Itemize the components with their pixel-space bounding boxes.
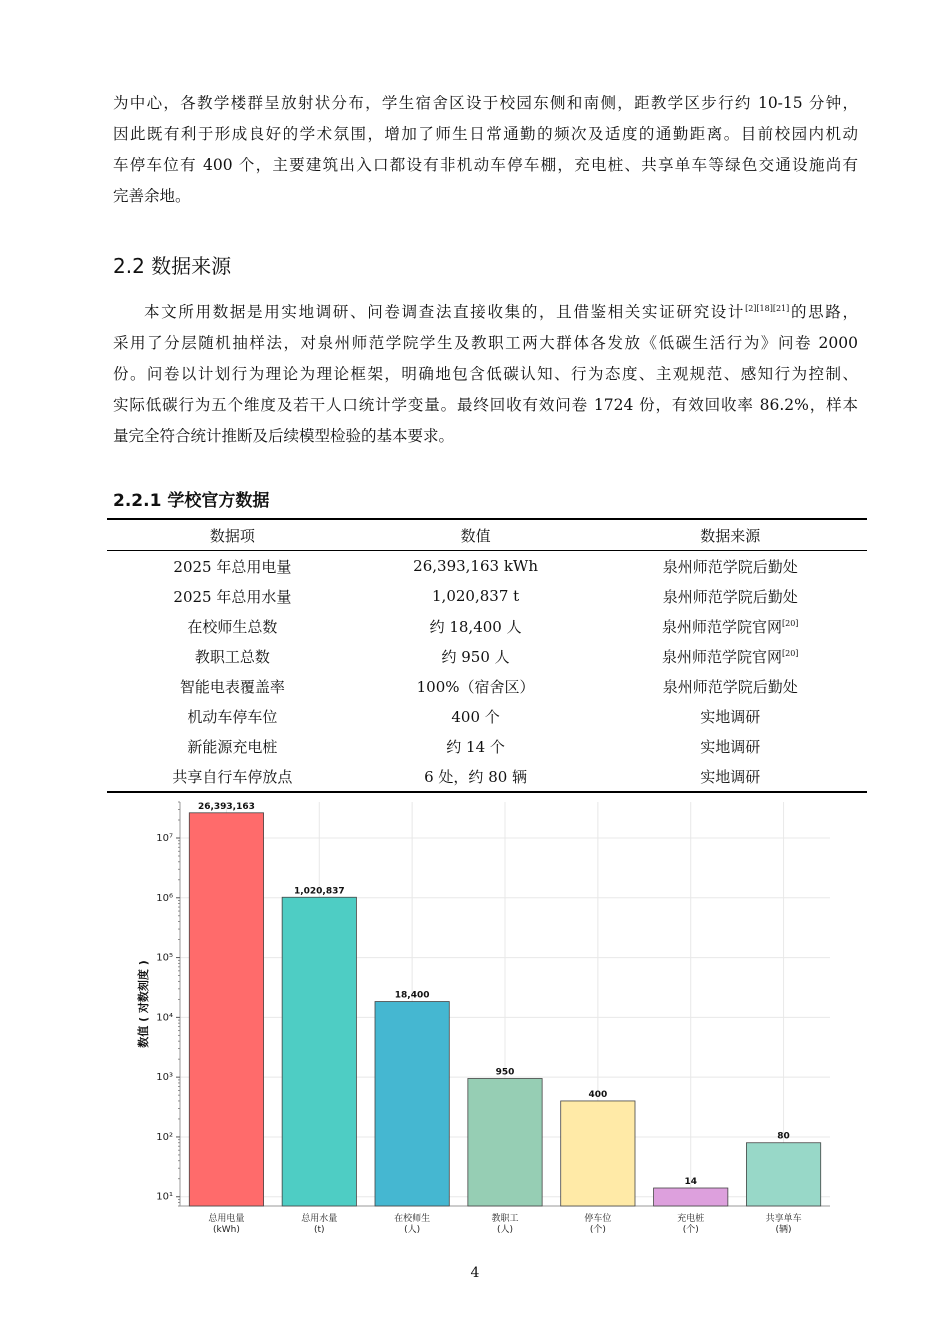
cell-item-text: 共享自行车停放点 bbox=[172, 767, 293, 786]
cell-item bbox=[107, 581, 358, 611]
cell-value-text: 6 处，约 80 辆 bbox=[424, 767, 528, 786]
cell-item bbox=[107, 551, 358, 582]
x-tick-label: 停车位 bbox=[584, 1214, 612, 1224]
page-number: 4 bbox=[470, 1265, 480, 1281]
cell-item-text: 教职工总数 bbox=[194, 647, 270, 666]
cell-item bbox=[107, 761, 358, 792]
table-row bbox=[107, 581, 867, 611]
section-heading: 2.2 数据来源 bbox=[113, 254, 232, 278]
cell-source-text: 泉州师范学院官网 bbox=[661, 647, 782, 666]
cell-value-text: 100%（宿舍区） bbox=[416, 677, 535, 696]
bar-value-label: 80 bbox=[777, 1131, 790, 1142]
table-header-row bbox=[107, 519, 867, 551]
x-tick-unit-label: (t) bbox=[314, 1225, 325, 1235]
cell-value-text: 约 14 个 bbox=[446, 737, 505, 756]
cell-source bbox=[593, 731, 867, 761]
header-source: 数据来源 bbox=[700, 526, 761, 545]
source-line-text: 本文所用数据是用实地调研、问卷调查法直接收集的，且借鉴相关实证研究设计 bbox=[144, 303, 746, 321]
y-tick-label: 10⁴ bbox=[156, 1012, 173, 1024]
x-tick-unit-label: (个) bbox=[682, 1225, 699, 1235]
bar bbox=[654, 1188, 728, 1206]
source-line: 份。问卷以计划行为理论为理论框架，明确地包含低碳认知、行为态度、主观规范、感知行为控制、 bbox=[113, 365, 858, 383]
cell-value bbox=[358, 701, 594, 731]
cell-source-text: 实地调研 bbox=[700, 737, 761, 756]
y-tick-label: 10² bbox=[156, 1131, 173, 1143]
cell-value-text: 约 18,400 人 bbox=[429, 617, 522, 636]
intro-line: 完善余地。 bbox=[113, 187, 191, 205]
cell-item bbox=[107, 731, 358, 761]
bar-value-label: 1,020,837 bbox=[293, 886, 345, 897]
x-tick-unit-label: (人) bbox=[496, 1225, 514, 1235]
table-row bbox=[107, 641, 867, 671]
cell-value bbox=[358, 641, 594, 671]
table-row bbox=[107, 671, 867, 701]
y-tick-label: 10⁶ bbox=[156, 892, 173, 904]
bar-value-label: 950 bbox=[495, 1067, 515, 1078]
x-tick-label: 教职工 bbox=[491, 1214, 519, 1224]
table-row bbox=[107, 551, 867, 582]
cell-source-text: 泉州师范学院官网 bbox=[661, 617, 782, 636]
cell-item bbox=[107, 671, 358, 701]
table-row bbox=[107, 731, 867, 761]
cell-value bbox=[358, 611, 594, 641]
source-line-1 bbox=[113, 297, 858, 328]
bar bbox=[189, 813, 263, 1206]
bar bbox=[282, 897, 356, 1206]
citation: [2][18][21] bbox=[745, 303, 790, 313]
x-tick-label: 充电桩 bbox=[677, 1214, 705, 1224]
intro-line: 因此既有利于形成良好的学术氛围，增加了师生日常通勤的频次及适度的通勤距离。目前校园内机动 bbox=[113, 125, 858, 143]
cell-value-text: 400 个 bbox=[451, 707, 500, 726]
cell-source bbox=[593, 581, 867, 611]
source-line: 采用了分层随机抽样法，对泉州师范学院学生及教职工两大群体各发放《低碳生活行为》问卷 2000 bbox=[113, 334, 858, 352]
y-tick-label: 10⁵ bbox=[156, 952, 173, 964]
x-tick-label: 总用电量 bbox=[208, 1214, 245, 1224]
cell-item bbox=[107, 611, 358, 641]
cell-value-text: 26,393,163 kWh bbox=[413, 557, 538, 575]
citation: [20] bbox=[781, 648, 799, 658]
source-line: 量完全符合统计推断及后续模型检验的基本要求。 bbox=[113, 427, 455, 445]
cell-item-text: 机动车停车位 bbox=[187, 707, 278, 726]
cell-source bbox=[593, 641, 867, 671]
cell-value-text: 1,020,837 t bbox=[432, 587, 520, 605]
y-tick-label: 10³ bbox=[156, 1072, 173, 1084]
bar bbox=[468, 1078, 542, 1206]
source-line: 实际低碳行为五个维度及若干人口统计学变量。最终回收有效问卷 1724 份，有效回收率 86.2%，样本 bbox=[113, 396, 858, 414]
bar-value-label: 14 bbox=[684, 1177, 697, 1188]
table-row bbox=[107, 761, 867, 792]
y-axis-label: 数值 ( 对数刻度 ) bbox=[137, 960, 150, 1048]
cell-source-text: 泉州师范学院后勤处 bbox=[662, 587, 798, 606]
intro-line: 车停车位有 400 个，主要建筑出入口都设有非机动车停车棚，充电桩、共享单车等绿色交通设施尚有 bbox=[113, 156, 858, 174]
bar-value-label: 400 bbox=[588, 1089, 608, 1100]
x-tick-unit-label: (人) bbox=[404, 1225, 421, 1235]
cell-source bbox=[593, 761, 867, 792]
table-row bbox=[107, 701, 867, 731]
cell-source bbox=[593, 551, 867, 582]
bar bbox=[746, 1143, 820, 1206]
subsection-heading: 2.2.1 学校官方数据 bbox=[113, 491, 270, 511]
cell-source-text: 实地调研 bbox=[700, 767, 761, 786]
cell-item-text: 在校师生总数 bbox=[187, 617, 278, 636]
cell-value bbox=[358, 671, 594, 701]
cell-value bbox=[358, 761, 594, 792]
header-item: 数据项 bbox=[209, 526, 255, 545]
header-value: 数值 bbox=[460, 526, 491, 545]
x-tick-unit-label: (个) bbox=[589, 1225, 606, 1235]
cell-value bbox=[358, 581, 594, 611]
bar-chart bbox=[107, 796, 837, 1246]
cell-source bbox=[593, 701, 867, 731]
x-tick-label: 在校师生 bbox=[394, 1214, 431, 1224]
x-tick-unit-label: (kWh) bbox=[213, 1225, 240, 1235]
source-paragraph bbox=[113, 297, 858, 452]
x-tick-label: 共享单车 bbox=[765, 1214, 802, 1224]
cell-value-text: 约 950 人 bbox=[441, 647, 510, 666]
cell-item-text: 智能电表覆盖率 bbox=[179, 677, 285, 696]
bar-value-label: 26,393,163 bbox=[197, 801, 255, 812]
cell-source-text: 实地调研 bbox=[700, 707, 761, 726]
cell-source bbox=[593, 611, 867, 641]
cell-value bbox=[358, 731, 594, 761]
intro-paragraph bbox=[113, 88, 858, 212]
table-row bbox=[107, 611, 867, 641]
cell-source-text: 泉州师范学院后勤处 bbox=[662, 557, 798, 576]
cell-item-text: 2025 年总用电量 bbox=[173, 557, 292, 576]
bar bbox=[375, 1002, 449, 1206]
cell-source bbox=[593, 671, 867, 701]
y-tick-label: 10¹ bbox=[156, 1191, 173, 1203]
cell-item-text: 新能源充电桩 bbox=[187, 737, 278, 756]
y-tick-label: 10⁷ bbox=[156, 832, 173, 844]
cell-item-text: 2025 年总用水量 bbox=[173, 587, 292, 606]
official-data-table bbox=[107, 518, 867, 793]
cell-item bbox=[107, 701, 358, 731]
bar-value-label: 18,400 bbox=[394, 990, 430, 1001]
x-tick-unit-label: (辆) bbox=[775, 1225, 792, 1235]
cell-source-text: 泉州师范学院后勤处 bbox=[662, 677, 798, 696]
intro-line: 为中心，各教学楼群呈放射状分布，学生宿舍区设于校园东侧和南侧，距教学区步行约 10-15 分钟， bbox=[113, 94, 858, 112]
citation: [20] bbox=[781, 618, 799, 628]
x-tick-label: 总用水量 bbox=[301, 1214, 338, 1224]
bar bbox=[561, 1101, 635, 1206]
source-line-text: 的思路， bbox=[789, 303, 858, 321]
cell-value bbox=[358, 551, 594, 582]
cell-item bbox=[107, 641, 358, 671]
